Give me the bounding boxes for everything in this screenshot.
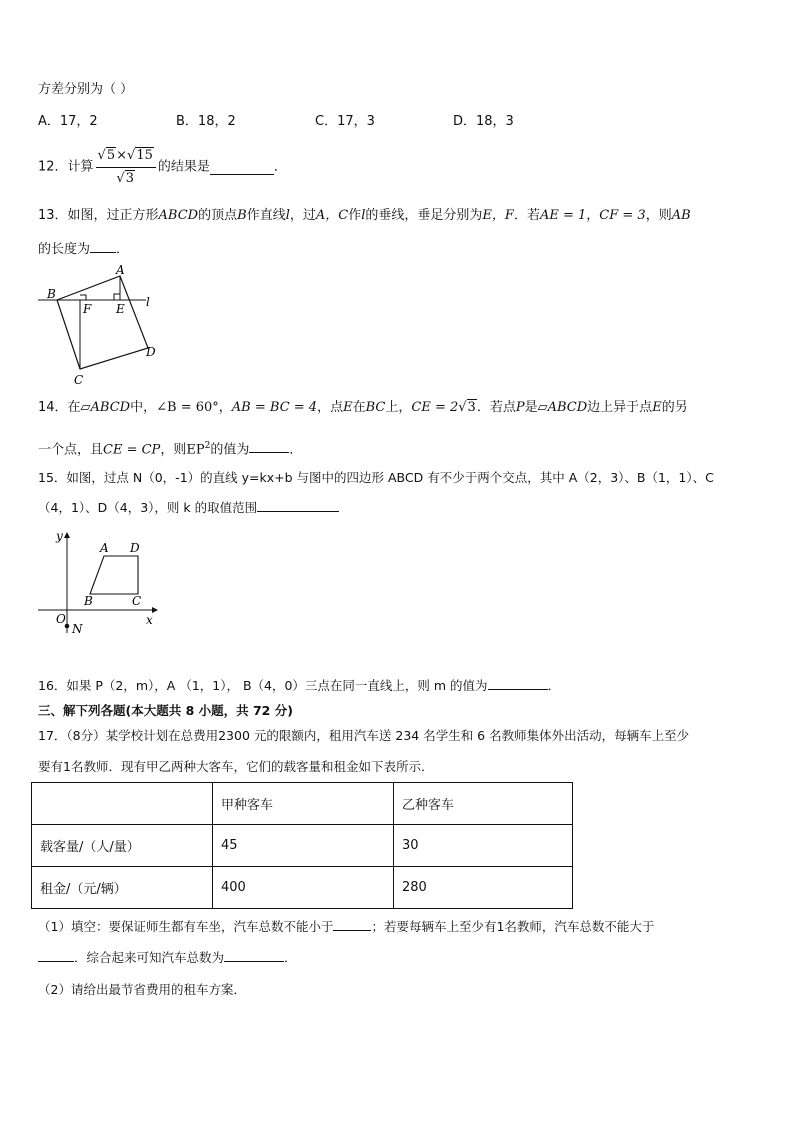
q15-label-d: D (130, 541, 140, 555)
table-cell: 280 (394, 867, 573, 909)
q15-label-n: N (72, 622, 83, 636)
q17-blank-max[interactable] (38, 947, 74, 962)
table-header-row (32, 783, 573, 825)
q13-square-figure (30, 262, 170, 390)
q17-part1-line1: （1）填空：要保证师生都有车坐，汽车总数不能小于 ；若要每辆车上至少有1名教师，汽车总数不能大于 (38, 916, 654, 937)
section-3-heading: 三、解下列各题(本大题共 8 小题，共 72 分) (38, 703, 293, 718)
q14-line1: 14．在▱ABCD中，∠B = 60°，AB = BC = 4，点E在BC上，CE = 2√3．若点P是▱ABCD边上异于点E的另 (38, 400, 688, 415)
q12-line: 12．计算 $\frac{√5\times√15}{√3}$ 的结果是 ． (38, 146, 287, 189)
table-row (32, 825, 573, 867)
q13-label-b: B (47, 287, 56, 301)
q14-answer-blank[interactable] (249, 438, 289, 453)
q13-label-a: A (116, 263, 125, 277)
table-cell: 载客量/（人/量） (32, 825, 213, 867)
table-cell: 租金/（元/辆） (32, 867, 213, 909)
table-header-cell (32, 783, 213, 825)
table-header-cell: 乙种客车 (394, 783, 573, 825)
q11-option-a: A．17，2 (38, 114, 98, 129)
table-header-cell: 甲种客车 (213, 783, 394, 825)
q15-answer-blank[interactable] (257, 497, 339, 512)
table-cell: 45 (213, 825, 394, 867)
q13-label-e: E (116, 302, 125, 316)
bus-rental-table (31, 782, 573, 909)
q15-coordinate-figure (34, 528, 164, 640)
q15-label-x: x (146, 613, 153, 627)
q16-line: 16．如果 P（2，m），A （1，1）， B（4，0）三点在同一直线上，则 m 的值为 ． (38, 675, 560, 696)
q17-blank-min[interactable] (333, 916, 371, 931)
q13-label-d: D (146, 345, 156, 359)
table-row (32, 867, 573, 909)
q13-label-l: l (146, 295, 150, 309)
q17-part2: （2）请给出最节省费用的租车方案． (38, 982, 246, 997)
q11-option-d: D．18，3 (453, 114, 514, 129)
q15-line2: （4，1）、D（4，3），则 k 的取值范围 (38, 497, 339, 518)
q17-line2: 要有1名教师．现有甲乙两种大客车，它们的载客量和租金如下表所示． (38, 759, 434, 774)
q16-answer-blank[interactable] (488, 675, 548, 690)
q15-line1: 15．如图，过点 N（0，-1）的直线 y=kx+b 与图中的四边形 ABCD 有不少于两个交点，其中 A（2，3）、B（1，1）、C (38, 470, 714, 485)
q13-label-c: C (74, 373, 84, 387)
q13-line1: 13．如图，过正方形ABCD的顶点B作直线l，过A，C作l的垂线，垂足分别为E，F．若AE = 1，CF = 3，则AB (38, 208, 691, 223)
q17-line1: 17．（8分）某学校计划在总费用2300 元的限额内，租用汽车送 234 名学生和 6 名教师集体外出活动，每辆车上至少 (38, 728, 690, 743)
q15-label-a: A (100, 541, 109, 555)
q17-part1-line2: ．综合起来可知汽车总数为 ． (38, 947, 297, 968)
q13-answer-blank[interactable] (90, 238, 116, 253)
q11-option-b: B．18，2 (176, 114, 236, 129)
table-cell: 400 (213, 867, 394, 909)
table-cell: 30 (394, 825, 573, 867)
q15-label-y: y (56, 529, 63, 543)
q15-label-b: B (84, 594, 93, 608)
q13-label-f: F (83, 302, 92, 316)
q17-blank-total[interactable] (224, 947, 284, 962)
q15-label-o: O (56, 612, 66, 626)
q11-tail: 方差分别为（ ） (38, 82, 134, 97)
q11-option-c: C．17，3 (315, 114, 375, 129)
q13-line2: 的长度为 ． (38, 238, 129, 260)
q15-label-c: C (132, 594, 142, 608)
q14-line2: 一个点，且CE = CP，则$EP^2$的值为 ． (38, 436, 302, 460)
q12-answer-blank[interactable] (210, 160, 274, 175)
q12-fraction: $\frac{√5\times√15}{√3}$ (96, 146, 156, 189)
